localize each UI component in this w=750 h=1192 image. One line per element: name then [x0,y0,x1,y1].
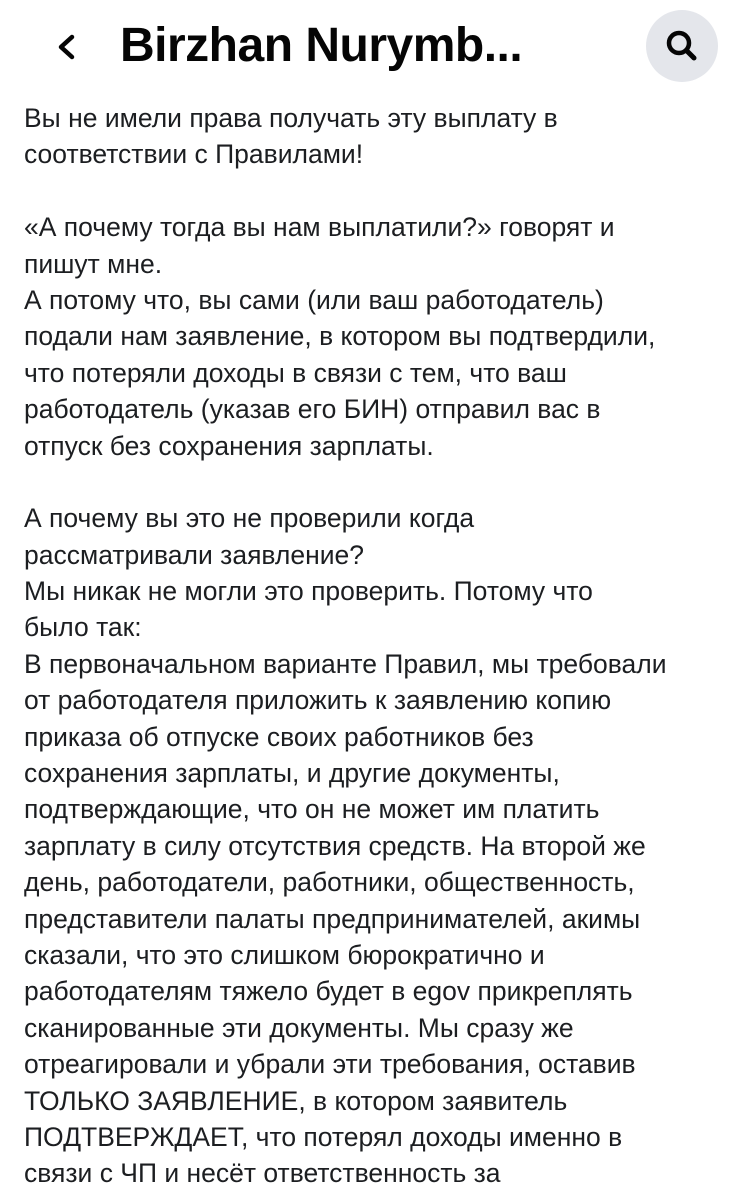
paragraph-gap [24,464,729,500]
post-text-line: что потеряли доходы в связи с тем, что ваш [24,357,567,388]
back-button[interactable] [46,20,94,72]
post-text-line: работодатель (указав его БИН) отправил вас в [24,394,601,425]
post-text-line: сохранения зарплаты, и другие документы, [24,758,560,789]
post-text-line: отреагировали и убрали эти требования, оставив [24,1049,636,1080]
post-text-line: от работодателя приложить к заявлению копию [24,685,612,716]
paragraph-gap [24,173,729,209]
post-paragraph [24,100,729,173]
post-text-line: представители палаты предпринимателей, акимы [24,903,641,934]
post-text-line: подтверждающие, что он не может им платить [24,794,600,825]
post-text-line: связи с ЧП и несёт ответственность за [24,1158,501,1189]
top-bar [0,0,750,96]
post-text-line: рассматривали заявление? [24,539,364,570]
post-text-line: Вы не имели права получать эту выплату в [24,103,558,133]
post-text-line: пишут мне. [24,248,163,279]
post-text-line: работодателям тяжело будет в egov прикреплять [24,976,633,1007]
post-text-line: Мы никак не могли это проверить. Потому что [24,576,593,607]
post-text-line: А потому что, вы сами (или ваш работодатель) [24,284,604,315]
profile-name-title: Birzhan Nurymb... [120,19,523,72]
post-text-line: ПОДТВЕРЖДАЕТ, что потерял доходы именно в [24,1121,623,1152]
post-text-line: было так: [24,612,142,643]
search-icon [664,28,700,64]
post-text-line: соответствии с Правилами! [24,139,364,170]
post-paragraph [24,500,729,1191]
post-text-line: отпуск без сохранения зарплаты. [24,430,434,461]
post-text-line: А почему вы это не проверили когда [24,503,475,534]
search-button[interactable] [646,10,718,82]
post-text-line: сканированные эти документы. Мы сразу же [24,1012,574,1043]
post-text-line: приказа об отпуске своих работников без [24,721,534,752]
post-text-line: день, работодатели, работники, общественность, [24,867,635,898]
post-text-line: зарплату в силу отсутствия средств. На второй же [24,830,646,861]
post-text-line: сказали, что это слишком бюрократично и [24,939,545,970]
post-text-line: «А почему тогда вы нам выплатили?» говорят и [24,212,615,243]
post-text-line: подали нам заявление, в котором вы подтвердили, [24,321,656,352]
post-text-line: В первоначальном варианте Правил, мы требовали [24,648,667,679]
post-text [24,100,729,1192]
chevron-left-icon [46,20,94,72]
post-text-line: ТОЛЬКО ЗАЯВЛЕНИЕ, в котором заявитель [24,1085,568,1116]
post-paragraph [24,209,729,464]
